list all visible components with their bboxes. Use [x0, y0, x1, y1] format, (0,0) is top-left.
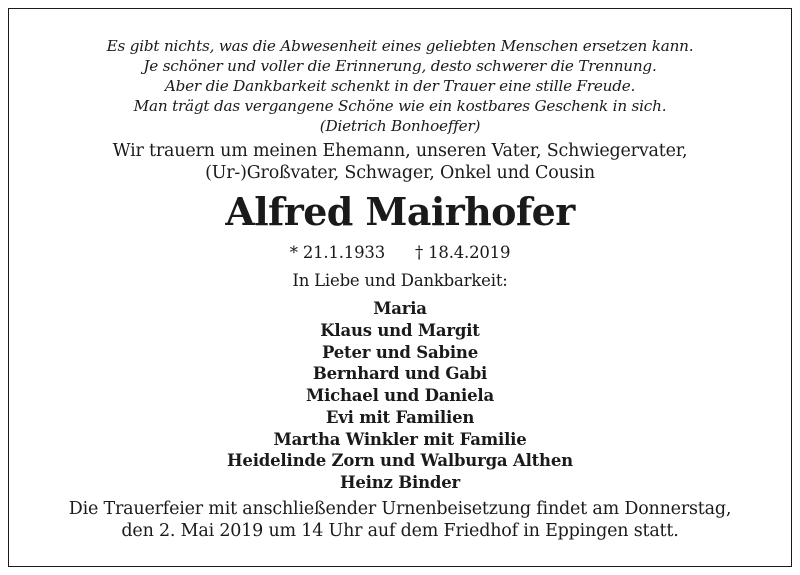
thanks-heading: In Liebe und Dankbarkeit:: [292, 271, 508, 290]
mourner-entry: Klaus und Margit: [320, 320, 480, 340]
death-date: † 18.4.2019: [415, 243, 511, 262]
quote-line: Je schöner und voller die Erinnerung, desto schwerer die Trennung.: [143, 57, 657, 75]
bonhoeffer-quote: [8, 36, 792, 136]
obituary-notice: [8, 8, 792, 542]
funeral-line: den 2. Mai 2019 um 14 Uhr auf dem Friedhof in Eppingen statt.: [121, 520, 679, 541]
mourner-entry: Heidelinde Zorn und Walburga Althen: [227, 451, 573, 471]
intro-line: Wir trauern um meinen Ehemann, unseren Vater, Schwiegervater,: [112, 141, 688, 161]
birth-date: * 21.1.1933: [289, 243, 385, 262]
mourner-entry: Bernhard und Gabi: [312, 364, 488, 384]
mourner-entry: Evi mit Familien: [325, 407, 475, 427]
funeral-details: [8, 498, 792, 542]
quote-author: (Dietrich Bonhoeffer): [319, 117, 481, 135]
quote-line: Es gibt nichts, was die Abwesenheit eines geliebten Menschen ersetzen kann.: [106, 37, 694, 55]
mourning-intro: [8, 140, 792, 184]
quote-line: Aber die Dankbarkeit schenkt in der Trauer eine stille Freude.: [164, 77, 636, 95]
mourner-entry: Michael und Daniela: [306, 386, 494, 405]
life-dates: [8, 242, 792, 264]
mourner-entry: Peter und Sabine: [322, 342, 478, 362]
deceased-name: Alfred Mairhofer: [225, 189, 575, 234]
mourners-list: [8, 298, 792, 494]
intro-line: (Ur-)Großvater, Schwager, Onkel und Cousin: [205, 163, 595, 183]
quote-line: Man trägt das vergangene Schöne wie ein kostbares Geschenk in sich.: [133, 97, 667, 115]
mourner-entry: Martha Winkler mit Familie: [273, 429, 527, 449]
funeral-line: Die Trauerfeier mit anschließender Urnenbeisetzung findet am Donnerstag,: [68, 498, 732, 519]
mourner-entry: Maria: [373, 299, 427, 318]
mourner-entry: Heinz Binder: [339, 473, 460, 492]
